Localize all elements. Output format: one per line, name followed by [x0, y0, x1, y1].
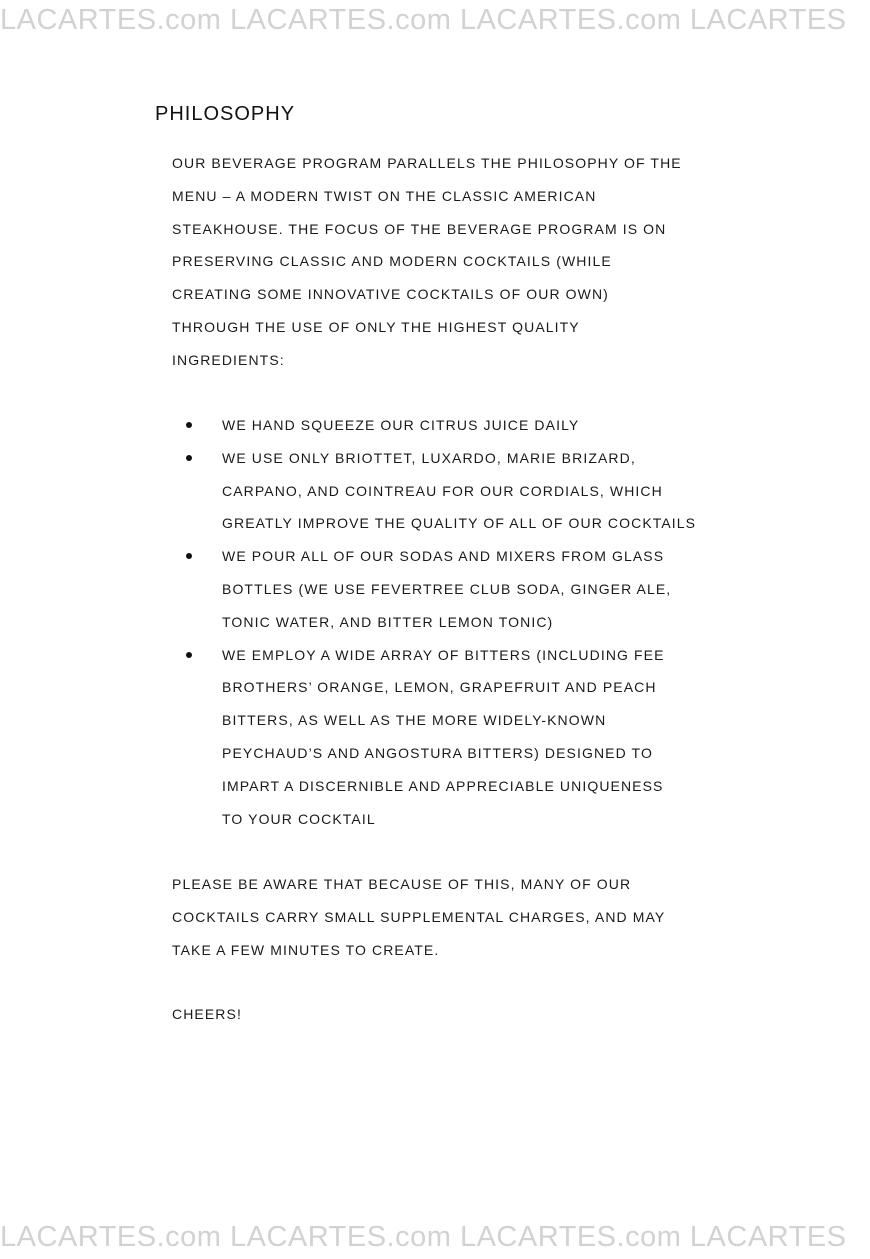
supplemental-charge-note: [172, 868, 665, 966]
note-line: TAKE A FEW MINUTES TO CREATE.: [172, 941, 440, 958]
list-item-line: PEYCHAUD’S AND ANGOSTURA BITTERS) DESIGNED TO: [222, 744, 653, 761]
list-item-line: WE POUR ALL OF OUR SODAS AND MIXERS FROM GLASS: [222, 548, 665, 565]
list-item-line: GREATLY IMPROVE THE QUALITY OF ALL OF OUR COCKTAILS: [222, 515, 697, 532]
list-item-line: WE HAND SQUEEZE OUR CITRUS JUICE DAILY: [222, 417, 580, 433]
signoff: CHEERS!: [172, 1006, 242, 1022]
bullet-icon: [186, 422, 192, 428]
intro-line: CREATING SOME INNOVATIVE COCKTAILS OF OUR OWN): [172, 286, 609, 303]
list-item: [186, 540, 696, 638]
page-title: PHILOSOPHY: [155, 103, 296, 125]
intro-line: INGREDIENTS:: [172, 351, 285, 368]
note-line: COCKTAILS CARRY SMALL SUPPLEMENTAL CHARGES, AND MAY: [172, 908, 666, 925]
intro-line: THROUGH THE USE OF ONLY THE HIGHEST QUALITY: [172, 318, 580, 335]
list-item-line: WE USE ONLY BRIOTTET, LUXARDO, MARIE BRIZARD,: [222, 449, 636, 466]
list-item-line: WE EMPLOY A WIDE ARRAY OF BITTERS (INCLUDING FEE: [222, 646, 665, 663]
watermark-bottom: LACARTES.com LACARTES.com LACARTES.com LACARTES: [0, 1221, 847, 1253]
watermark-top: LACARTES.com LACARTES.com LACARTES.com LACARTES: [0, 4, 847, 36]
list-item-line: IMPART A DISCERNIBLE AND APPRECIABLE UNIQUENESS: [222, 777, 664, 794]
bullet-icon: [186, 553, 192, 559]
list-item-line: BOTTLES (WE USE FEVERTREE CLUB SODA, GINGER ALE,: [222, 580, 672, 597]
list-item: [186, 639, 696, 836]
bullet-icon: [186, 455, 192, 461]
list-item: [186, 442, 696, 540]
list-item-line: BROTHERS’ ORANGE, LEMON, GRAPEFRUIT AND PEACH: [222, 679, 657, 696]
list-item-line: BITTERS, AS WELL AS THE MORE WIDELY-KNOWN: [222, 712, 607, 729]
list-item-line: CARPANO, AND COINTREAU FOR OUR CORDIALS, WHICH: [222, 482, 663, 499]
note-line: PLEASE BE AWARE THAT BECAUSE OF THIS, MANY OF OUR: [172, 876, 632, 892]
intro-paragraph: [172, 147, 682, 377]
list-item: [186, 409, 696, 442]
list-item-line: TONIC WATER, AND BITTER LEMON TONIC): [222, 613, 554, 630]
intro-line: PRESERVING CLASSIC AND MODERN COCKTAILS (WHILE: [172, 253, 612, 270]
list-item-line: TO YOUR COCKTAIL: [222, 810, 376, 827]
intro-line: STEAKHOUSE. THE FOCUS OF THE BEVERAGE PROGRAM IS ON: [172, 220, 667, 237]
ingredient-list: [186, 409, 696, 835]
bullet-icon: [186, 652, 192, 658]
intro-line: MENU – A MODERN TWIST ON THE CLASSIC AMERICAN: [172, 187, 597, 204]
intro-line: OUR BEVERAGE PROGRAM PARALLELS THE PHILOSOPHY OF THE: [172, 155, 682, 171]
